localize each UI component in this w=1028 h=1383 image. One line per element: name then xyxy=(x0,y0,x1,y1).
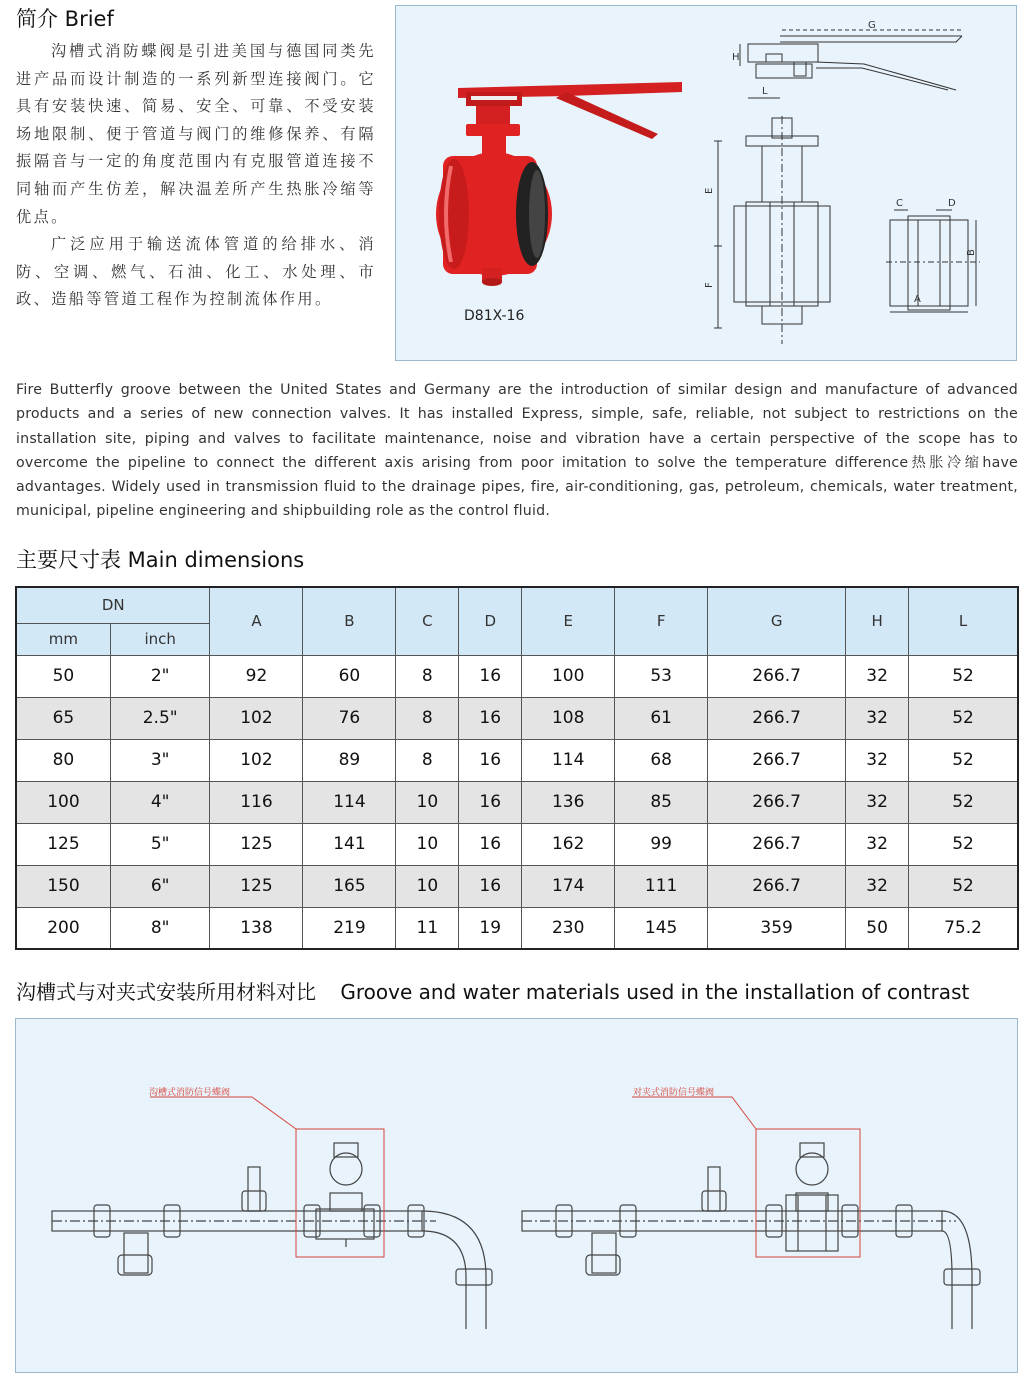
table-cell: 65 xyxy=(16,697,110,739)
table-cell: 141 xyxy=(303,823,396,865)
brief-text xyxy=(16,38,376,314)
table-row xyxy=(16,739,1018,781)
table-cell: 2.5" xyxy=(110,697,210,739)
dimensions-table xyxy=(15,586,1019,950)
header-g: G xyxy=(708,587,846,655)
dim-label-g: G xyxy=(868,20,876,31)
brief-title: 简介 Brief xyxy=(16,7,114,31)
table-cell: 266.7 xyxy=(708,781,846,823)
header-d: D xyxy=(459,587,522,655)
table-cell: 359 xyxy=(708,907,846,949)
dim-label-l: L xyxy=(762,86,768,97)
header-e: E xyxy=(522,587,615,655)
header-b: B xyxy=(303,587,396,655)
table-cell: 75.2 xyxy=(909,907,1018,949)
table-cell: 16 xyxy=(459,781,522,823)
dim-label-e: E xyxy=(704,187,715,194)
table-row xyxy=(16,781,1018,823)
table-cell: 16 xyxy=(459,655,522,697)
table-row xyxy=(16,907,1018,949)
table-cell: 3" xyxy=(110,739,210,781)
table-cell: 230 xyxy=(522,907,615,949)
table-cell: 5" xyxy=(110,823,210,865)
table-cell: 200 xyxy=(16,907,110,949)
header-l: L xyxy=(909,587,1018,655)
comparison-title xyxy=(16,976,969,1005)
dimensions-table-body xyxy=(16,655,1018,949)
table-cell: 80 xyxy=(16,739,110,781)
wafer-callout-label: 对夹式消防信号蝶阀 xyxy=(633,1088,715,1098)
table-row xyxy=(16,823,1018,865)
dim-label-a: A xyxy=(914,294,921,305)
table-cell: 219 xyxy=(303,907,396,949)
dimensions-title: 主要尺寸表 Main dimensions xyxy=(16,548,305,572)
brief-paragraph-2: 广泛应用于输送流体管道的给排水、消防、空调、燃气、石油、化工、水处理、市政、造船等管道工程作为控制流体作用。 xyxy=(16,235,376,309)
comparison-title-cn: 沟槽式与对夹式安装所用材料对比 xyxy=(16,980,316,1004)
groove-callout-label: 沟槽式消防信号蝶阀 xyxy=(149,1088,231,1098)
comparison-title-en: Groove and water materials used in the installation of contrast xyxy=(340,980,970,1004)
table-cell: 50 xyxy=(846,907,909,949)
table-cell: 150 xyxy=(16,865,110,907)
table-cell: 125 xyxy=(16,823,110,865)
installation-diagram xyxy=(16,1019,1017,1372)
header-inch: inch xyxy=(110,623,210,655)
table-cell: 76 xyxy=(303,697,396,739)
table-cell: 32 xyxy=(846,865,909,907)
table-cell: 102 xyxy=(210,697,303,739)
table-cell: 108 xyxy=(522,697,615,739)
table-cell: 8 xyxy=(396,697,459,739)
table-cell: 16 xyxy=(459,865,522,907)
table-cell: 52 xyxy=(909,823,1018,865)
table-cell: 162 xyxy=(522,823,615,865)
table-cell: 136 xyxy=(522,781,615,823)
dim-label-b: B xyxy=(966,249,977,256)
table-cell: 16 xyxy=(459,697,522,739)
table-cell: 8 xyxy=(396,655,459,697)
table-row xyxy=(16,865,1018,907)
table-cell: 165 xyxy=(303,865,396,907)
dim-label-c: C xyxy=(896,198,903,209)
table-cell: 52 xyxy=(909,739,1018,781)
header-dn: DN xyxy=(16,587,210,623)
table-cell: 52 xyxy=(909,781,1018,823)
table-cell: 61 xyxy=(615,697,708,739)
table-cell: 85 xyxy=(615,781,708,823)
table-cell: 266.7 xyxy=(708,865,846,907)
table-cell: 100 xyxy=(522,655,615,697)
table-cell: 174 xyxy=(522,865,615,907)
dim-label-h: H xyxy=(732,52,740,63)
table-cell: 52 xyxy=(909,865,1018,907)
header-mm: mm xyxy=(16,623,110,655)
table-cell: 116 xyxy=(210,781,303,823)
table-cell: 266.7 xyxy=(708,823,846,865)
table-cell: 53 xyxy=(615,655,708,697)
table-cell: 125 xyxy=(210,823,303,865)
comparison-panel xyxy=(15,1018,1018,1373)
english-description: Fire Butterfly groove between the United States and Germany are the introduction of similar design and manufacture of advanced products and a series of new connection valves. It has installed Express, simple, safe, reliable, not subject to restrictions on the installation site, piping and valves to facilitate maintenance, noise and vibration have a certain perspective of the scope has to overcome the pipeline to connect the different axis arising from poor imitation to solve the temperature difference热胀冷缩have advantages. Widely used in transmission fluid to the drainage pipes, fire, air-conditioning, gas, petroleum, chemicals, water treatment, municipal, pipeline engineering and shipbuilding role as the control fluid. xyxy=(16,382,1018,520)
table-cell: 99 xyxy=(615,823,708,865)
table-cell: 6" xyxy=(110,865,210,907)
table-cell: 114 xyxy=(303,781,396,823)
table-cell: 16 xyxy=(459,739,522,781)
valve-photo-illustration xyxy=(396,6,1016,360)
table-cell: 100 xyxy=(16,781,110,823)
table-cell: 32 xyxy=(846,739,909,781)
table-cell: 92 xyxy=(210,655,303,697)
table-cell: 32 xyxy=(846,697,909,739)
brief-paragraph-1: 沟槽式消防蝶阀是引进美国与德国同类先进产品而设计制造的一系列新型连接阀门。它具有安装快速、简易、安全、可靠、不受安装场地限制、便于管道与阀门的维修保养、有隔振隔音与一定的角度范围内有克服管道连接不同轴而产生仿差，解决温差所产生热胀冷缩等优点。 xyxy=(16,42,376,226)
table-cell: 266.7 xyxy=(708,739,846,781)
table-cell: 32 xyxy=(846,655,909,697)
table-cell: 145 xyxy=(615,907,708,949)
table-cell: 8 xyxy=(396,739,459,781)
table-cell: 266.7 xyxy=(708,655,846,697)
table-row xyxy=(16,697,1018,739)
product-figure-panel xyxy=(395,5,1017,361)
table-cell: 32 xyxy=(846,823,909,865)
table-cell: 125 xyxy=(210,865,303,907)
table-cell: 102 xyxy=(210,739,303,781)
table-cell: 16 xyxy=(459,823,522,865)
table-cell: 52 xyxy=(909,655,1018,697)
header-f: F xyxy=(615,587,708,655)
table-cell: 10 xyxy=(396,865,459,907)
header-a: A xyxy=(210,587,303,655)
table-cell: 4" xyxy=(110,781,210,823)
table-cell: 266.7 xyxy=(708,697,846,739)
table-cell: 89 xyxy=(303,739,396,781)
table-cell: 68 xyxy=(615,739,708,781)
table-cell: 8" xyxy=(110,907,210,949)
dim-label-f: F xyxy=(704,282,715,288)
table-cell: 114 xyxy=(522,739,615,781)
table-cell: 10 xyxy=(396,781,459,823)
table-cell: 10 xyxy=(396,823,459,865)
model-label: D81X-16 xyxy=(464,308,525,324)
header-h: H xyxy=(846,587,909,655)
dim-label-d: D xyxy=(948,198,956,209)
table-cell: 19 xyxy=(459,907,522,949)
table-cell: 11 xyxy=(396,907,459,949)
table-cell: 138 xyxy=(210,907,303,949)
table-cell: 111 xyxy=(615,865,708,907)
table-cell: 50 xyxy=(16,655,110,697)
table-cell: 32 xyxy=(846,781,909,823)
table-cell: 60 xyxy=(303,655,396,697)
header-c: C xyxy=(396,587,459,655)
table-row xyxy=(16,655,1018,697)
table-cell: 52 xyxy=(909,697,1018,739)
table-cell: 2" xyxy=(110,655,210,697)
